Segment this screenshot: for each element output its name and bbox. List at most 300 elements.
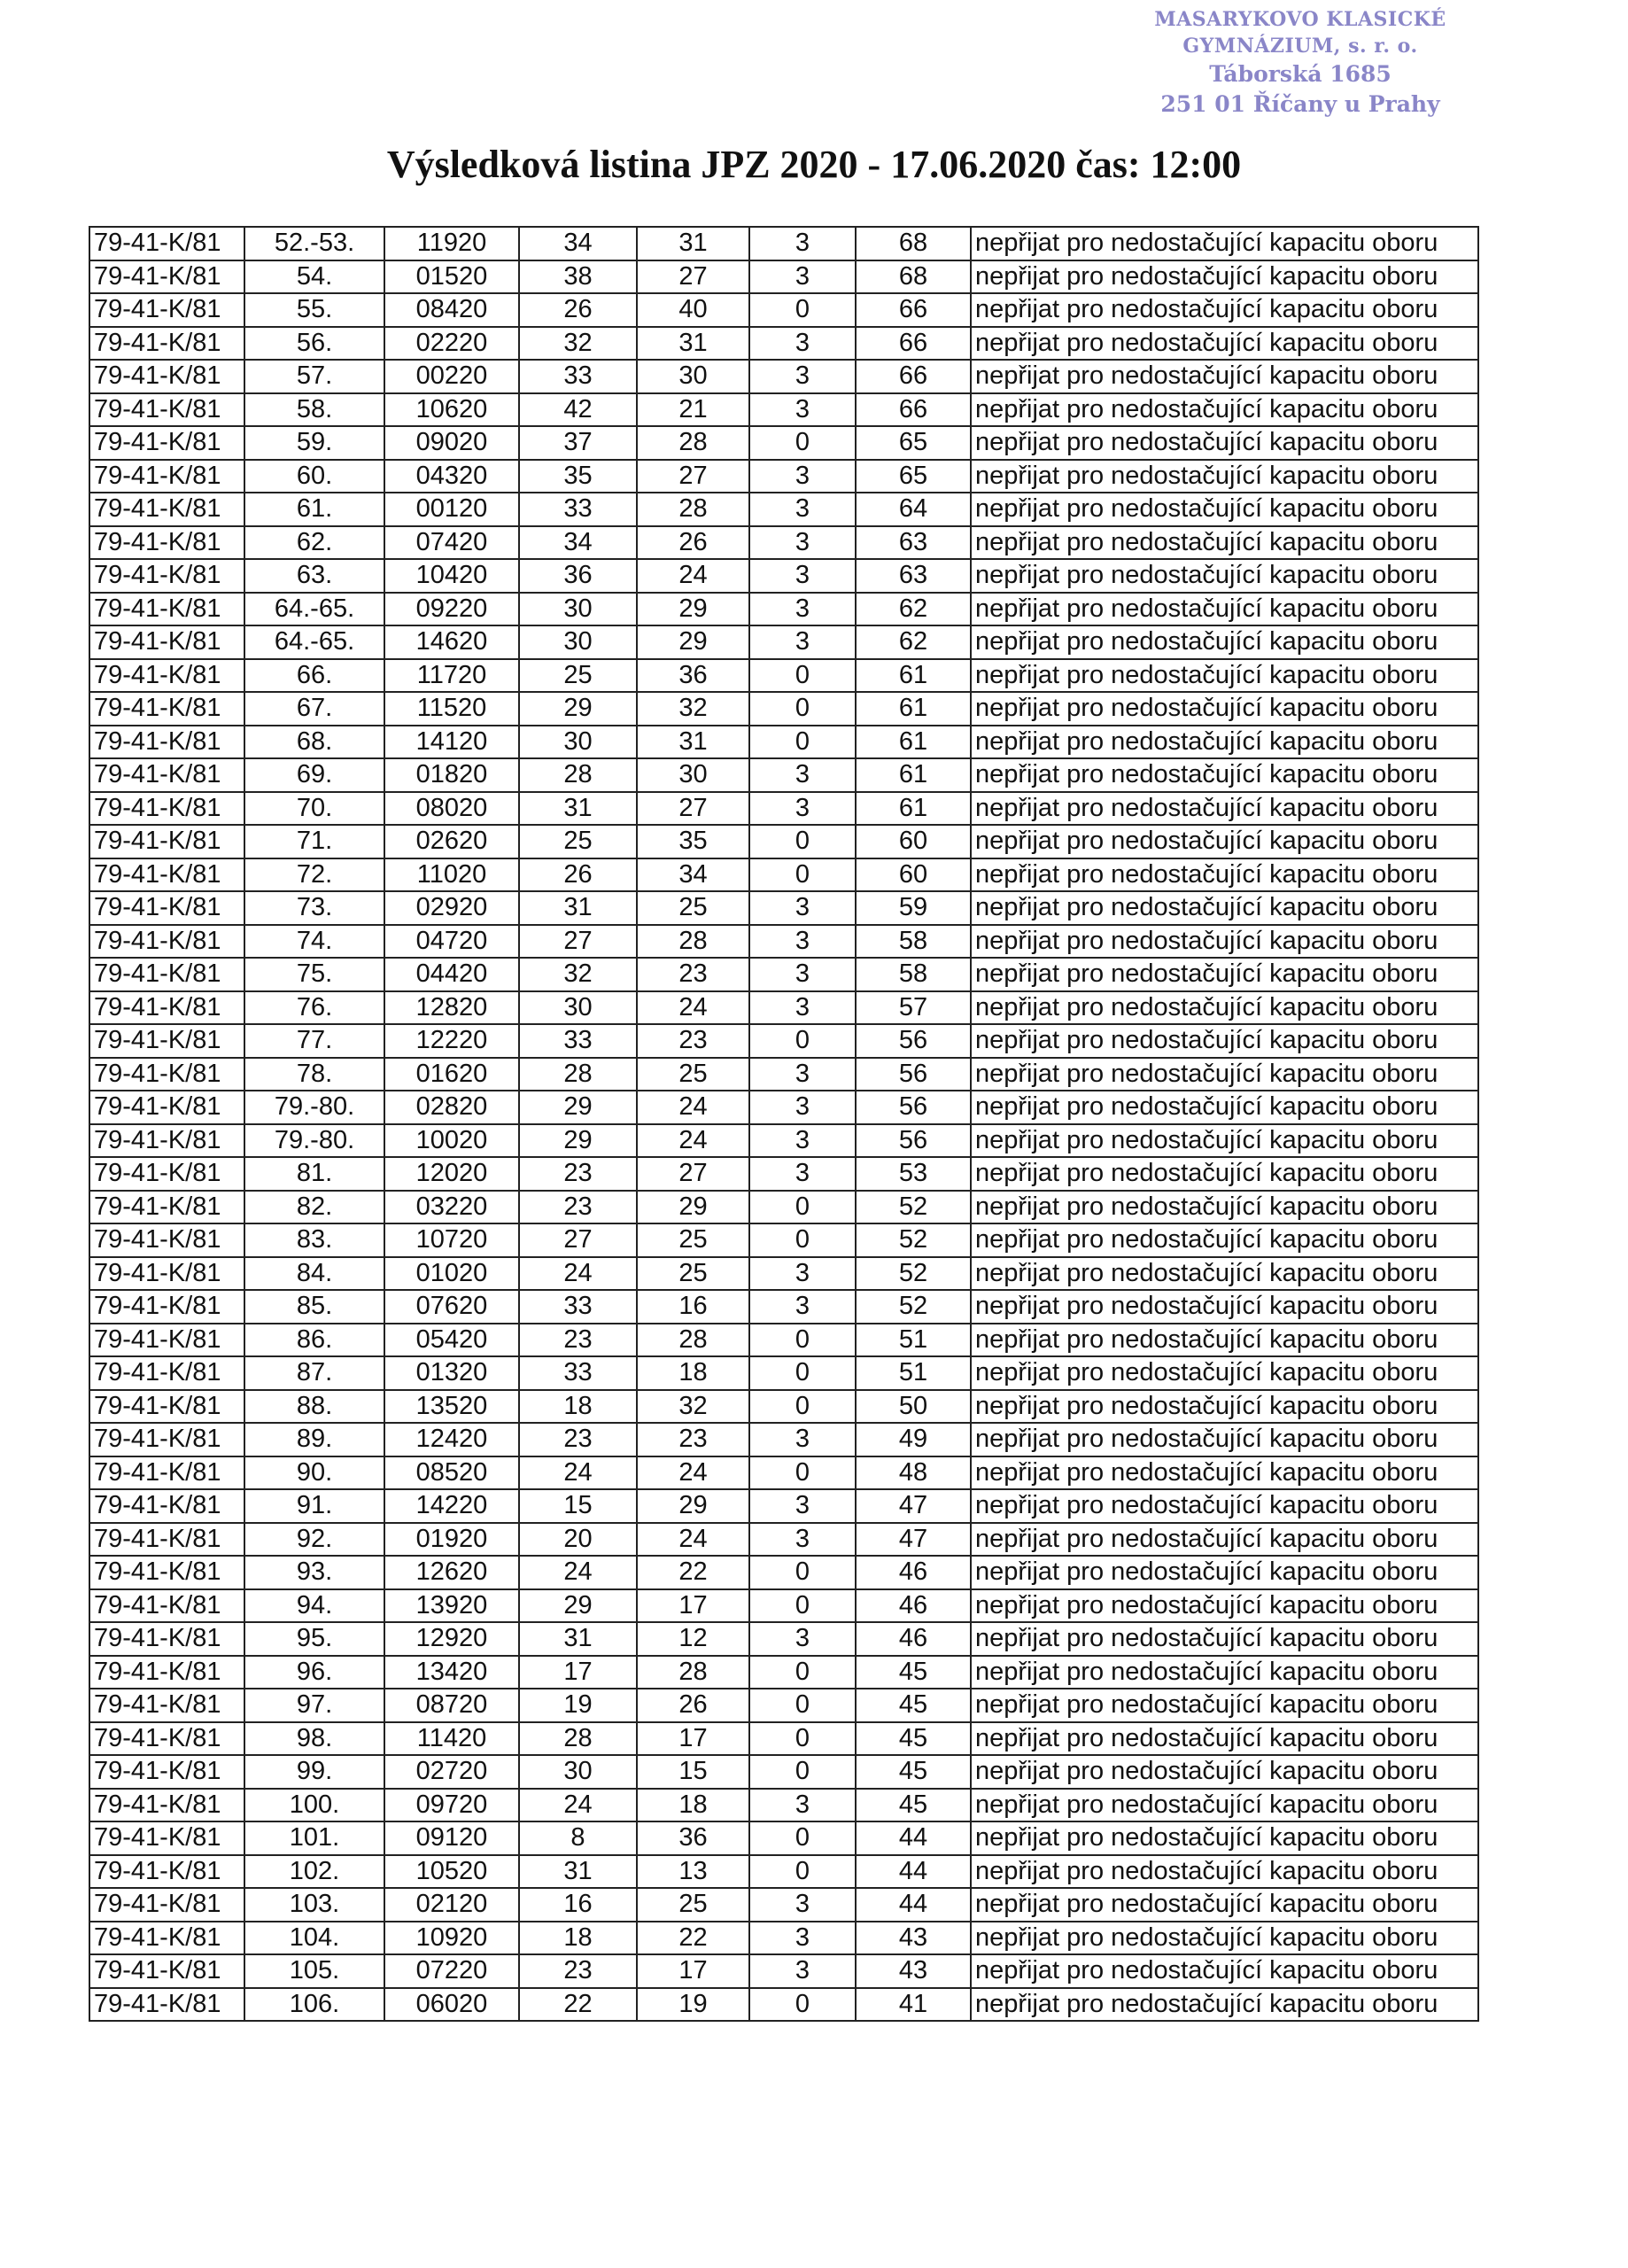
field-code-cell: 79-41-K/81 [89,1589,244,1623]
field-code-cell: 79-41-K/81 [89,891,244,925]
total-cell: 41 [856,1988,971,2022]
result-status-cell: nepřijat pro nedostačující kapacitu oboru [971,891,1478,925]
result-status-cell: nepřijat pro nedostačující kapacitu oboru [971,925,1478,959]
field-code-cell: 79-41-K/81 [89,1722,244,1756]
table-row [89,1356,1478,1390]
applicant-code-cell: 12920 [384,1622,519,1656]
result-status-cell: nepřijat pro nedostačující kapacitu oboru [971,825,1478,858]
applicant-code-cell: 10520 [384,1855,519,1889]
score-cell: 26 [519,858,637,892]
table-row [89,559,1478,593]
bonus-cell: 0 [749,659,856,693]
bonus-cell: 0 [749,426,856,460]
result-status-cell: nepřijat pro nedostačující kapacitu oboru [971,1489,1478,1523]
total-cell: 44 [856,1821,971,1855]
bonus-cell: 3 [749,493,856,526]
total-cell: 47 [856,1489,971,1523]
table-row [89,1423,1478,1456]
result-status-cell: nepřijat pro nedostačující kapacitu oboru [971,1124,1478,1158]
table-row [89,1855,1478,1889]
table-row [89,1589,1478,1623]
field-code-cell: 79-41-K/81 [89,726,244,759]
bonus-cell: 0 [749,1456,856,1490]
score-cell: 32 [519,958,637,991]
total-cell: 52 [856,1223,971,1257]
rank-cell: 52.-53. [244,227,384,260]
field-code-cell: 79-41-K/81 [89,1789,244,1822]
field-code-cell: 79-41-K/81 [89,1755,244,1789]
field-code-cell: 79-41-K/81 [89,1689,244,1722]
rank-cell: 72. [244,858,384,892]
field-code-cell: 79-41-K/81 [89,1091,244,1124]
score-cell: 30 [519,991,637,1025]
result-status-cell: nepřijat pro nedostačující kapacitu oboru [971,1589,1478,1623]
table-row [89,293,1478,327]
result-status-cell: nepřijat pro nedostačující kapacitu oboru [971,1789,1478,1822]
score-cell: 25 [637,1257,749,1291]
applicant-code-cell: 05420 [384,1324,519,1357]
table-row [89,1456,1478,1490]
score-cell: 30 [519,625,637,659]
result-status-cell: nepřijat pro nedostačující kapacitu oboru [971,593,1478,626]
rank-cell: 82. [244,1191,384,1224]
result-status-cell: nepřijat pro nedostačující kapacitu oboru [971,1622,1478,1656]
result-status-cell: nepřijat pro nedostačující kapacitu oboru [971,625,1478,659]
result-status-cell: nepřijat pro nedostačující kapacitu oboru [971,758,1478,792]
score-cell: 31 [519,1622,637,1656]
field-code-cell: 79-41-K/81 [89,1390,244,1424]
total-cell: 63 [856,559,971,593]
total-cell: 62 [856,625,971,659]
score-cell: 25 [637,1223,749,1257]
result-status-cell: nepřijat pro nedostačující kapacitu oboru [971,1722,1478,1756]
bonus-cell: 0 [749,1223,856,1257]
field-code-cell: 79-41-K/81 [89,1423,244,1456]
rank-cell: 87. [244,1356,384,1390]
rank-cell: 77. [244,1024,384,1058]
applicant-code-cell: 14220 [384,1489,519,1523]
total-cell: 68 [856,260,971,294]
score-cell: 19 [637,1988,749,2022]
result-status-cell: nepřijat pro nedostačující kapacitu oboru [971,659,1478,693]
rank-cell: 79.-80. [244,1124,384,1158]
bonus-cell: 0 [749,825,856,858]
result-status-cell: nepřijat pro nedostačující kapacitu oboru [971,1855,1478,1889]
score-cell: 16 [519,1888,637,1922]
table-row [89,1191,1478,1224]
score-cell: 27 [637,792,749,826]
score-cell: 28 [519,1722,637,1756]
total-cell: 44 [856,1888,971,1922]
table-row [89,625,1478,659]
rank-cell: 90. [244,1456,384,1490]
bonus-cell: 3 [749,1290,856,1324]
score-cell: 31 [519,1855,637,1889]
score-cell: 34 [519,227,637,260]
bonus-cell: 3 [749,559,856,593]
result-status-cell: nepřijat pro nedostačující kapacitu oboru [971,426,1478,460]
rank-cell: 97. [244,1689,384,1722]
score-cell: 29 [637,1191,749,1224]
result-status-cell: nepřijat pro nedostačující kapacitu oboru [971,1157,1478,1191]
score-cell: 28 [519,1058,637,1091]
score-cell: 17 [637,1954,749,1988]
table-row [89,460,1478,493]
field-code-cell: 79-41-K/81 [89,260,244,294]
rank-cell: 66. [244,659,384,693]
rank-cell: 70. [244,792,384,826]
score-cell: 32 [637,692,749,726]
school-stamp [1079,7,1522,120]
applicant-code-cell: 08520 [384,1456,519,1490]
rank-cell: 61. [244,493,384,526]
score-cell: 31 [637,726,749,759]
total-cell: 66 [856,393,971,427]
table-row [89,1223,1478,1257]
score-cell: 26 [637,526,749,560]
score-cell: 28 [637,1656,749,1689]
applicant-code-cell: 02720 [384,1755,519,1789]
bonus-cell: 3 [749,1789,856,1822]
score-cell: 25 [637,891,749,925]
score-cell: 32 [637,1390,749,1424]
field-code-cell: 79-41-K/81 [89,758,244,792]
score-cell: 25 [519,659,637,693]
applicant-code-cell: 10020 [384,1124,519,1158]
score-cell: 34 [519,526,637,560]
result-status-cell: nepřijat pro nedostačující kapacitu oboru [971,858,1478,892]
total-cell: 61 [856,659,971,693]
applicant-code-cell: 09220 [384,593,519,626]
score-cell: 25 [637,1058,749,1091]
applicant-code-cell: 13420 [384,1656,519,1689]
applicant-code-cell: 10420 [384,559,519,593]
field-code-cell: 79-41-K/81 [89,1922,244,1955]
score-cell: 28 [637,1324,749,1357]
table-row [89,1789,1478,1822]
rank-cell: 69. [244,758,384,792]
field-code-cell: 79-41-K/81 [89,925,244,959]
table-row [89,925,1478,959]
bonus-cell: 0 [749,1324,856,1357]
bonus-cell: 3 [749,1124,856,1158]
rank-cell: 102. [244,1855,384,1889]
applicant-code-cell: 11720 [384,659,519,693]
score-cell: 30 [519,726,637,759]
score-cell: 23 [519,1423,637,1456]
rank-cell: 106. [244,1988,384,2022]
bonus-cell: 0 [749,1656,856,1689]
rank-cell: 71. [244,825,384,858]
score-cell: 8 [519,1821,637,1855]
score-cell: 15 [519,1489,637,1523]
rank-cell: 89. [244,1423,384,1456]
applicant-code-cell: 04420 [384,958,519,991]
total-cell: 60 [856,825,971,858]
total-cell: 66 [856,293,971,327]
table-row [89,1489,1478,1523]
score-cell: 17 [637,1589,749,1623]
total-cell: 43 [856,1954,971,1988]
applicant-code-cell: 12620 [384,1556,519,1589]
applicant-code-cell: 01320 [384,1356,519,1390]
total-cell: 46 [856,1622,971,1656]
table-row [89,426,1478,460]
result-status-cell: nepřijat pro nedostačující kapacitu oboru [971,559,1478,593]
applicant-code-cell: 09020 [384,426,519,460]
applicant-code-cell: 02120 [384,1888,519,1922]
result-status-cell: nepřijat pro nedostačující kapacitu oboru [971,1922,1478,1955]
rank-cell: 88. [244,1390,384,1424]
bonus-cell: 3 [749,227,856,260]
field-code-cell: 79-41-K/81 [89,858,244,892]
score-cell: 37 [519,426,637,460]
score-cell: 40 [637,293,749,327]
total-cell: 47 [856,1523,971,1557]
applicant-code-cell: 04720 [384,925,519,959]
stamp-city: 251 01 Říčany u Prahy [1160,91,1440,118]
applicant-code-cell: 13920 [384,1589,519,1623]
table-row [89,1689,1478,1722]
rank-cell: 83. [244,1223,384,1257]
score-cell: 42 [519,393,637,427]
rank-cell: 56. [244,327,384,361]
score-cell: 31 [519,891,637,925]
score-cell: 23 [519,1324,637,1357]
bonus-cell: 3 [749,1922,856,1955]
result-status-cell: nepřijat pro nedostačující kapacitu oboru [971,1390,1478,1424]
bonus-cell: 0 [749,692,856,726]
score-cell: 16 [637,1290,749,1324]
field-code-cell: 79-41-K/81 [89,1656,244,1689]
field-code-cell: 79-41-K/81 [89,1290,244,1324]
table-row [89,493,1478,526]
score-cell: 25 [637,1888,749,1922]
applicant-code-cell: 02620 [384,825,519,858]
bonus-cell: 3 [749,393,856,427]
table-row [89,1024,1478,1058]
result-status-cell: nepřijat pro nedostačující kapacitu oboru [971,1356,1478,1390]
score-cell: 29 [637,625,749,659]
field-code-cell: 79-41-K/81 [89,1954,244,1988]
bonus-cell: 0 [749,1689,856,1722]
score-cell: 36 [637,1821,749,1855]
table-row [89,891,1478,925]
total-cell: 52 [856,1290,971,1324]
score-cell: 23 [637,958,749,991]
score-cell: 27 [637,260,749,294]
bonus-cell: 3 [749,625,856,659]
rank-cell: 84. [244,1257,384,1291]
score-cell: 22 [519,1988,637,2022]
score-cell: 28 [519,758,637,792]
total-cell: 61 [856,792,971,826]
field-code-cell: 79-41-K/81 [89,792,244,826]
results-table-body [89,227,1478,2021]
result-status-cell: nepřijat pro nedostačující kapacitu oboru [971,1755,1478,1789]
total-cell: 56 [856,1058,971,1091]
result-status-cell: nepřijat pro nedostačující kapacitu oboru [971,1954,1478,1988]
applicant-code-cell: 10720 [384,1223,519,1257]
table-row [89,726,1478,759]
field-code-cell: 79-41-K/81 [89,1855,244,1889]
result-status-cell: nepřijat pro nedostačující kapacitu oboru [971,1024,1478,1058]
applicant-code-cell: 07620 [384,1290,519,1324]
rank-cell: 58. [244,393,384,427]
result-status-cell: nepřijat pro nedostačující kapacitu oboru [971,1423,1478,1456]
table-row [89,526,1478,560]
total-cell: 61 [856,692,971,726]
table-row [89,659,1478,693]
score-cell: 26 [637,1689,749,1722]
rank-cell: 91. [244,1489,384,1523]
score-cell: 35 [637,825,749,858]
rank-cell: 104. [244,1922,384,1955]
score-cell: 24 [519,1456,637,1490]
total-cell: 57 [856,991,971,1025]
total-cell: 65 [856,426,971,460]
total-cell: 45 [856,1789,971,1822]
table-row [89,1290,1478,1324]
bonus-cell: 3 [749,260,856,294]
applicant-code-cell: 08020 [384,792,519,826]
score-cell: 30 [637,360,749,393]
total-cell: 50 [856,1390,971,1424]
score-cell: 24 [519,1556,637,1589]
table-row [89,260,1478,294]
applicant-code-cell: 12820 [384,991,519,1025]
applicant-code-cell: 01820 [384,758,519,792]
applicant-code-cell: 00120 [384,493,519,526]
bonus-cell: 3 [749,1954,856,1988]
field-code-cell: 79-41-K/81 [89,593,244,626]
applicant-code-cell: 13520 [384,1390,519,1424]
total-cell: 56 [856,1091,971,1124]
total-cell: 45 [856,1689,971,1722]
table-row [89,1324,1478,1357]
table-row [89,1888,1478,1922]
rank-cell: 105. [244,1954,384,1988]
rank-cell: 74. [244,925,384,959]
field-code-cell: 79-41-K/81 [89,393,244,427]
applicant-code-cell: 10920 [384,1922,519,1955]
score-cell: 23 [637,1024,749,1058]
field-code-cell: 79-41-K/81 [89,227,244,260]
score-cell: 18 [637,1789,749,1822]
table-row [89,1058,1478,1091]
bonus-cell: 3 [749,1523,856,1557]
result-status-cell: nepřijat pro nedostačující kapacitu oboru [971,1821,1478,1855]
result-status-cell: nepřijat pro nedostačující kapacitu oboru [971,526,1478,560]
result-status-cell: nepřijat pro nedostačující kapacitu oboru [971,1988,1478,2022]
total-cell: 61 [856,726,971,759]
score-cell: 18 [519,1922,637,1955]
field-code-cell: 79-41-K/81 [89,1622,244,1656]
score-cell: 20 [519,1523,637,1557]
applicant-code-cell: 11520 [384,692,519,726]
field-code-cell: 79-41-K/81 [89,1223,244,1257]
score-cell: 24 [637,559,749,593]
applicant-code-cell: 09120 [384,1821,519,1855]
total-cell: 46 [856,1589,971,1623]
rank-cell: 68. [244,726,384,759]
rank-cell: 86. [244,1324,384,1357]
applicant-code-cell: 09720 [384,1789,519,1822]
score-cell: 29 [519,1589,637,1623]
score-cell: 31 [637,227,749,260]
score-cell: 13 [637,1855,749,1889]
bonus-cell: 3 [749,327,856,361]
score-cell: 30 [519,593,637,626]
result-status-cell: nepřijat pro nedostačující kapacitu oboru [971,958,1478,991]
rank-cell: 78. [244,1058,384,1091]
rank-cell: 67. [244,692,384,726]
stamp-school-name: MASARYKOVO KLASICKÉ GYMNÁZIUM, s. r. o. [1154,8,1446,58]
field-code-cell: 79-41-K/81 [89,1356,244,1390]
bonus-cell: 0 [749,1755,856,1789]
result-status-cell: nepřijat pro nedostačující kapacitu oboru [971,1223,1478,1257]
bonus-cell: 0 [749,1855,856,1889]
rank-cell: 100. [244,1789,384,1822]
result-status-cell: nepřijat pro nedostačující kapacitu oboru [971,293,1478,327]
result-status-cell: nepřijat pro nedostačující kapacitu oboru [971,1556,1478,1589]
rank-cell: 99. [244,1755,384,1789]
field-code-cell: 79-41-K/81 [89,327,244,361]
result-status-cell: nepřijat pro nedostačující kapacitu oboru [971,991,1478,1025]
rank-cell: 55. [244,293,384,327]
result-status-cell: nepřijat pro nedostačující kapacitu oboru [971,692,1478,726]
field-code-cell: 79-41-K/81 [89,559,244,593]
bonus-cell: 3 [749,991,856,1025]
applicant-code-cell: 06020 [384,1988,519,2022]
score-cell: 28 [637,493,749,526]
bonus-cell: 3 [749,1489,856,1523]
table-row [89,758,1478,792]
total-cell: 45 [856,1755,971,1789]
applicant-code-cell: 10620 [384,393,519,427]
applicant-code-cell: 07220 [384,1954,519,1988]
total-cell: 66 [856,360,971,393]
field-code-cell: 79-41-K/81 [89,1157,244,1191]
score-cell: 29 [637,1489,749,1523]
score-cell: 27 [637,1157,749,1191]
rank-cell: 85. [244,1290,384,1324]
result-status-cell: nepřijat pro nedostačující kapacitu oboru [971,792,1478,826]
score-cell: 24 [637,1124,749,1158]
applicant-code-cell: 01520 [384,260,519,294]
applicant-code-cell: 02220 [384,327,519,361]
rank-cell: 96. [244,1656,384,1689]
total-cell: 63 [856,526,971,560]
rank-cell: 63. [244,559,384,593]
result-status-cell: nepřijat pro nedostačující kapacitu oboru [971,327,1478,361]
score-cell: 17 [637,1722,749,1756]
applicant-code-cell: 04320 [384,460,519,493]
score-cell: 23 [519,1954,637,1988]
table-row [89,593,1478,626]
rank-cell: 81. [244,1157,384,1191]
score-cell: 24 [637,991,749,1025]
score-cell: 19 [519,1689,637,1722]
bonus-cell: 3 [749,593,856,626]
table-row [89,1755,1478,1789]
applicant-code-cell: 14620 [384,625,519,659]
applicant-code-cell: 08720 [384,1689,519,1722]
field-code-cell: 79-41-K/81 [89,1124,244,1158]
total-cell: 52 [856,1191,971,1224]
bonus-cell: 0 [749,1556,856,1589]
score-cell: 29 [519,1124,637,1158]
